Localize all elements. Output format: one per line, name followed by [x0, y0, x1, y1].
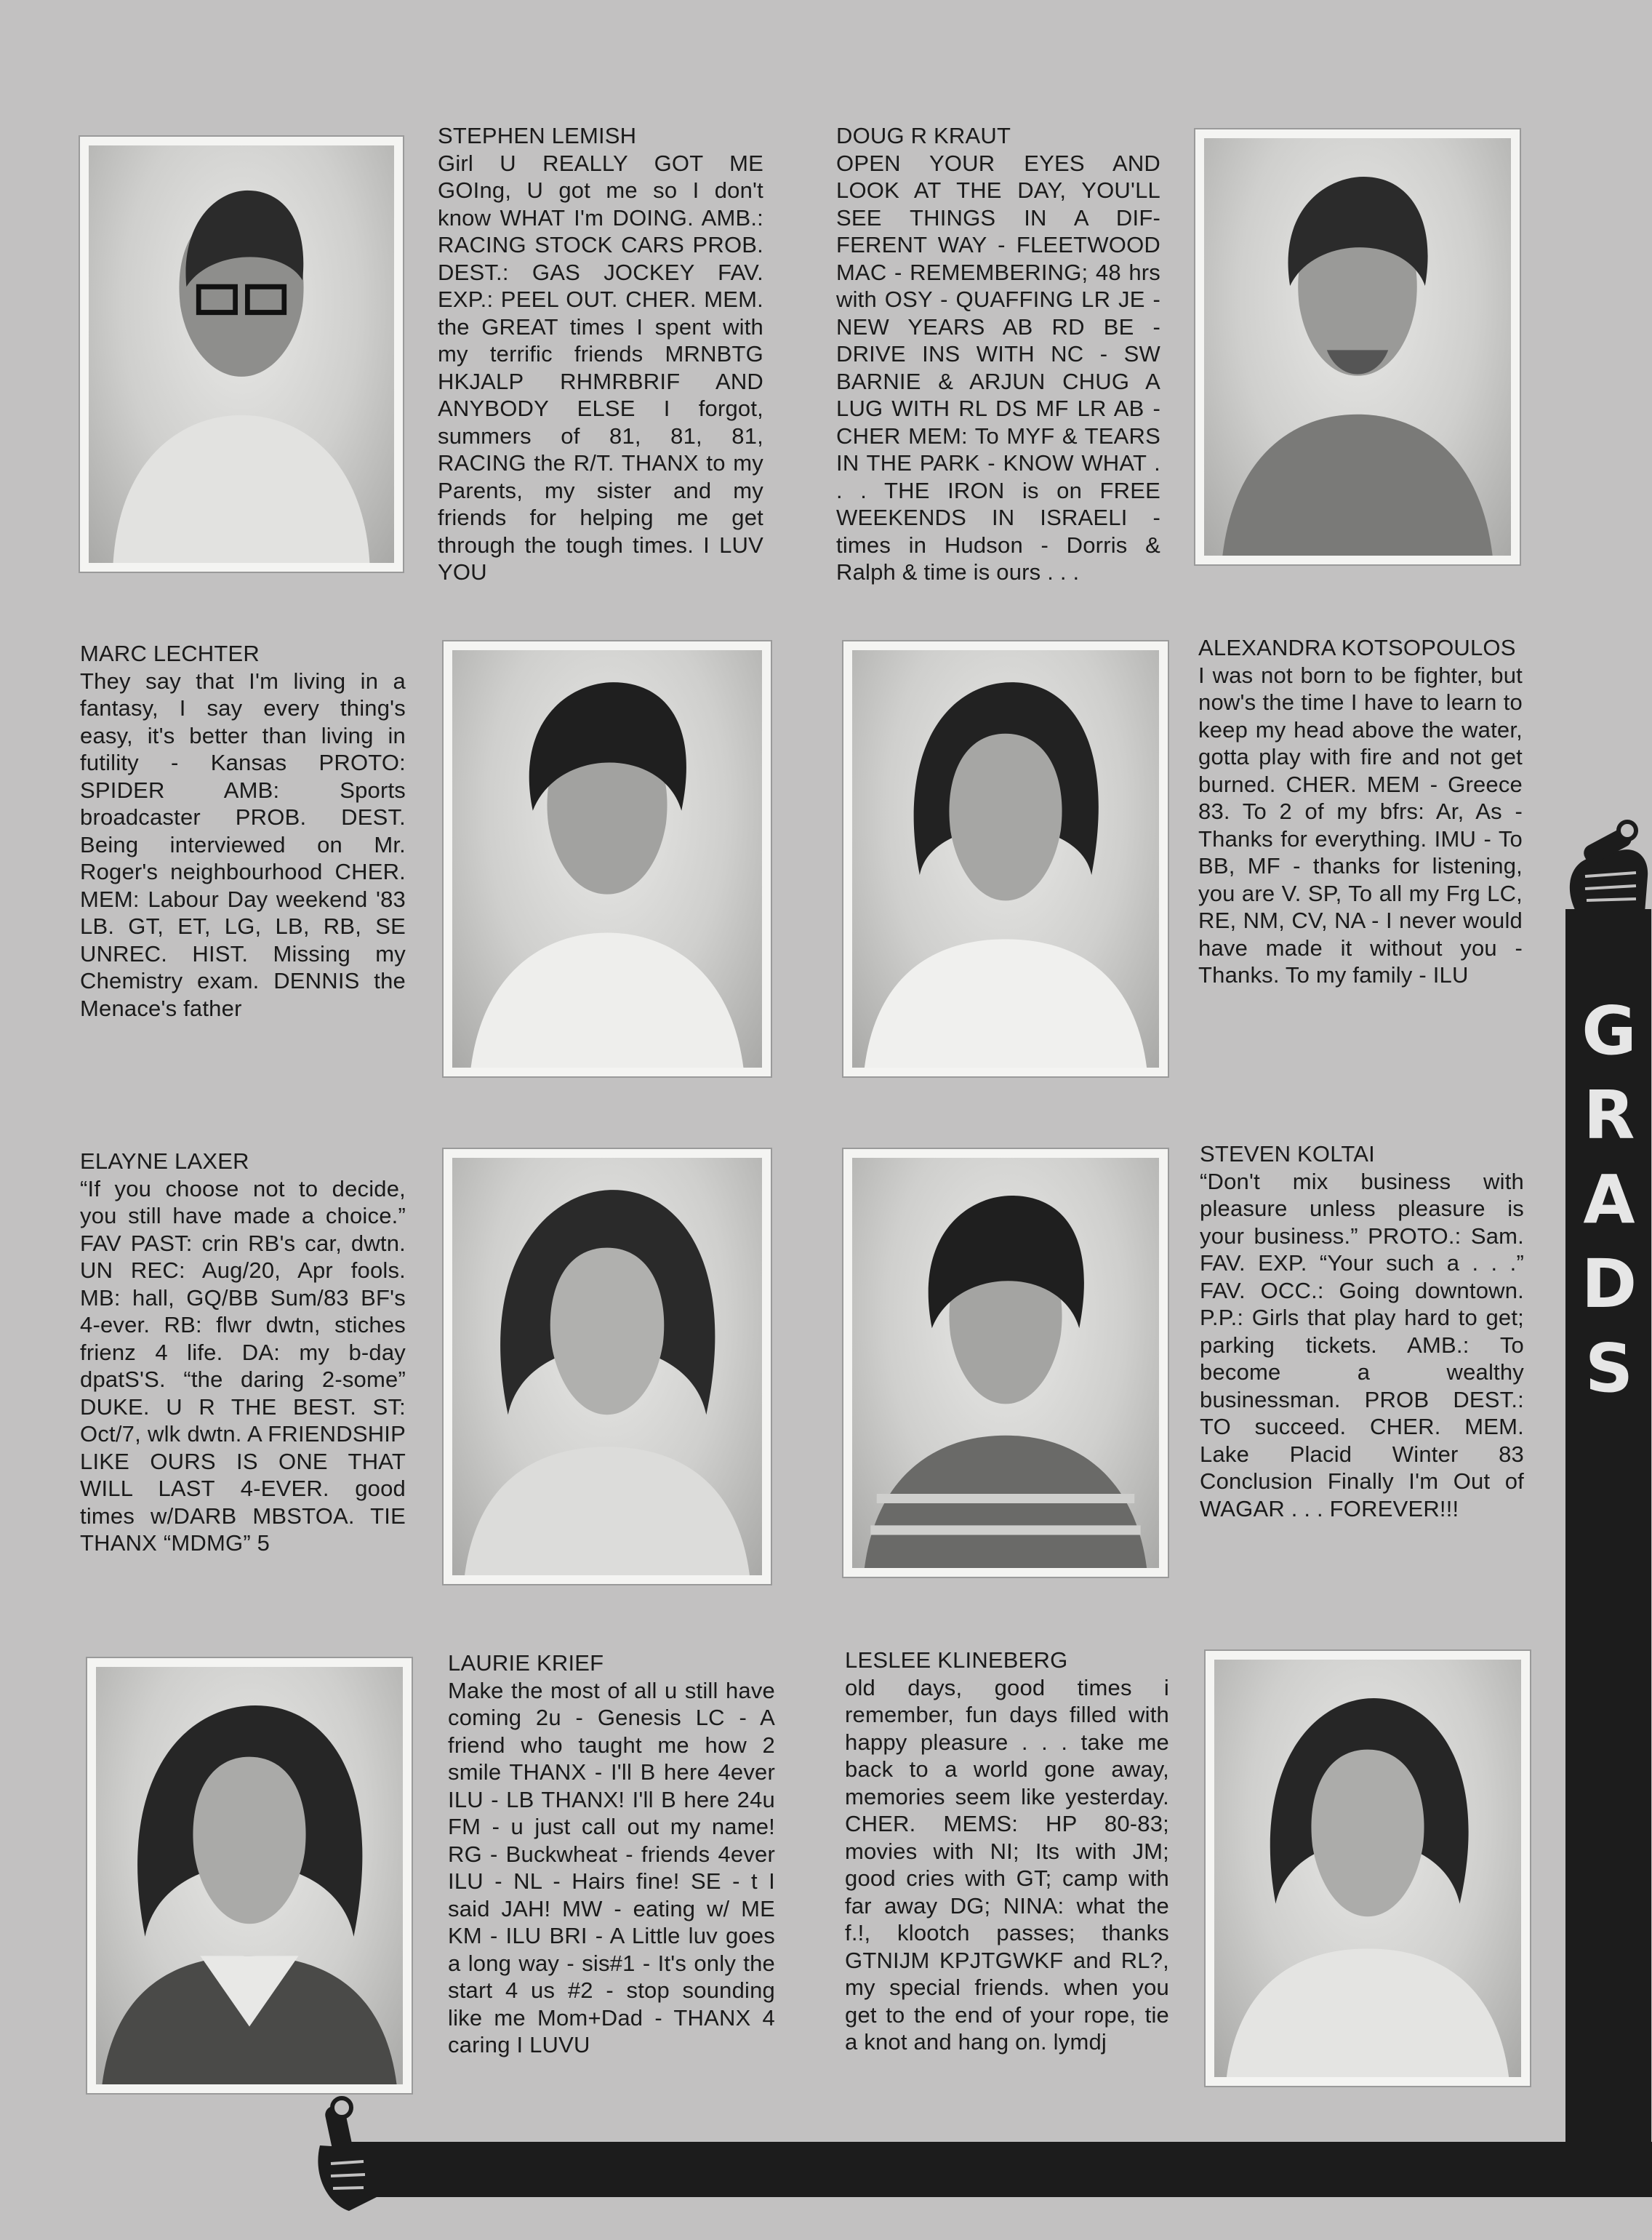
person-silhouette-icon [96, 1667, 403, 2084]
student-bio: “Don't mix business with pleasure unless pleasure is your business.” PROTO.: Sam. FAV. EXP. “Your such a . . .” FAV. OCC.: Going downtown. P.P.: Girls that play hard to get; parking tickets. AMB.: To become a wealthy businessman. PROB DEST.: TO succeed. CHER. MEM. Lake Placid Winter 83 Conclusion Finally I'm Out of WAGAR . . . FOREVER!!! [1200, 1168, 1524, 1521]
student-bio: Make the most of all u still have coming 2u - Genesis LC - A friend who taught me how 2 smile THANX - I'll B here 4ever ILU - LB THANX! I'll B here 24u FM - u just call out my name! RG - Buckwheat - friends 4ever ILU - NL - Hairs fine! SE - t I said JAH! MW - eating w/ ME KM - ILU BRI - A Little luv goes a long way - sis#1 - It's only the start 4 us #2 - stop sounding like me Mom+Dad - THANX 4 caring I LUVU [448, 1677, 775, 2057]
bio-stephen-lemish [438, 122, 763, 586]
bio-marc-lechter [80, 640, 406, 1022]
hand-scroll-icon-top [1570, 822, 1648, 913]
hand-scroll-icon-bottom [318, 2098, 378, 2211]
student-name: ELAYNE LAXER [80, 1148, 249, 1174]
bio-leslee-klineberg [845, 1647, 1169, 2056]
portrait-stephen-lemish [79, 135, 404, 573]
side-title-letter: S [1584, 1329, 1637, 1407]
bio-alexandra-kotsopoulos [1198, 634, 1523, 989]
bio-steven-koltai [1200, 1140, 1524, 1522]
person-silhouette-icon [1214, 1660, 1521, 2077]
person-silhouette-icon [89, 145, 394, 563]
side-title-letter: R [1583, 1076, 1638, 1154]
person-silhouette-icon [852, 650, 1159, 1068]
bio-laurie-krief [448, 1649, 775, 2059]
student-bio: old days, good times i remember, fun days filled with happy pleasure . . . take me back to a world gone away, memories seem like yesterday. CHER. MEMS: HP 80-83; movies with NI; Its with JM; good cries with GT; camp with far away DG; NINA: what the f.!, klootch passes; thanks GTNIJM KPJTGWKF and RL?, my special friends. when you get to the end of your rope, tie a knot and hang on. lymdj [845, 1674, 1169, 2055]
student-bio: I was not born to be fighter, but now's the time I have to learn to keep my head above the water, gotta play with fire and not get burned. CHER. MEM - Greece 83. To 2 of my bfrs: Ar, As - Thanks for everything. IMU - To BB, MF - thanks for listening, you are V. SP, To all my Frg LC, RE, NM, CV, NA - I never would have made it without you - Thanks. To my family - ILU [1198, 662, 1523, 988]
portrait-leslee-klineberg [1204, 1649, 1531, 2087]
portrait-doug-r-kraut [1194, 128, 1521, 566]
student-bio: “If you choose not to decide, you still have made a choice.” FAV PAST: crin RB's car, dwtn. UN REC: Aug/20, Apr fools. MB: hall, GQ/BB Sum/83 BF's 4-ever. RB: flwr dwtn, stiches frienz 4 life. DA: my b-day dpatS'S. “the daring 2-some” DUKE. U R THE BEST. ST: Oct/7, wlk dwtn. A FRIENDSHIP LIKE OURS IS ONE THAT WILL LAST 4-EVER. good times w/DARB MBSTOA. TIE THANX “MDMG” 5 [80, 1175, 406, 1556]
student-name: STEPHEN LEMISH [438, 123, 637, 148]
side-title-letter: D [1581, 1245, 1640, 1323]
person-silhouette-icon [1204, 138, 1511, 556]
bio-elayne-laxer [80, 1148, 406, 1557]
student-bio: OPEN YOUR EYES AND LOOK AT THE DAY, YOU'LL SEE THINGS IN A DIF-FERENT WAY - FLEETWOOD MAC - REMEMBERING; 48 hrs with OSY - QUAFFING LR JE - NEW YEARS AB RD BE - DRIVE INS WITH NC - SW BARNIE & ARJUN CHUG A LUG WITH RL DS MF LR AB - CHER MEM: To MYF & TEARS IN THE PARK - KNOW WHAT . . . THE IRON is on FREE WEEKENDS IN ISRAELI - times in Hudson - Dorris & Ralph & time is ours . . . [836, 150, 1160, 585]
side-title-letter: A [1583, 1161, 1638, 1239]
portrait-steven-koltai [842, 1148, 1169, 1578]
portrait-marc-lechter [442, 640, 772, 1078]
student-name: DOUG R KRAUT [836, 123, 1011, 148]
portrait-alexandra-kotsopoulos [842, 640, 1169, 1078]
student-name: ALEXANDRA KOTSOPOULOS [1198, 635, 1516, 660]
portrait-elayne-laxer [442, 1148, 772, 1585]
student-name: LAURIE KRIEF [448, 1650, 604, 1676]
student-name: MARC LECHTER [80, 641, 260, 666]
student-name: STEVEN KOLTAI [1200, 1141, 1375, 1167]
student-bio: They say that I'm living in a fantasy, I say every thing's easy, it's better than living in futility - Kansas PROTO: SPIDER AMB: Sports broadcaster PROB. DEST. Being interviewed on Mr. Roger's neighbourhood CHER. MEM: Labour Day weekend '83 LB. GT, ET, LG, LB, RB, SE UNREC. HIST. Missing my Chemistry exam. DENNIS the Menace's father [80, 668, 406, 1021]
portrait-laurie-krief [86, 1657, 413, 2095]
person-silhouette-icon [452, 1158, 762, 1575]
person-silhouette-icon [452, 650, 762, 1068]
side-title-letter: G [1581, 992, 1640, 1070]
horizontal-bar [342, 2142, 1652, 2197]
student-bio: Girl U REALLY GOT ME GOIng, U got me so I don't know WHAT I'm DOING. AMB.: RACING STOCK CARS PROB. DEST.: GAS JOCKEY FAV. EXP.: PEEL OUT. CHER. MEM. the GREAT times I spent with my terrific friends MRNBTG HKJALP RHMRBRIF AND ANYBODY ELSE I forgot, summers of 81, 81, 81, RACING the R/T. THANX to my Parents, my sister and my friends for helping me get through the tough times. I LUV YOU [438, 150, 763, 585]
person-silhouette-icon [852, 1158, 1159, 1568]
bio-doug-r-kraut [836, 122, 1160, 586]
student-name: LESLEE KLINEBERG [845, 1647, 1068, 1673]
grads-side-title [1571, 989, 1651, 1411]
